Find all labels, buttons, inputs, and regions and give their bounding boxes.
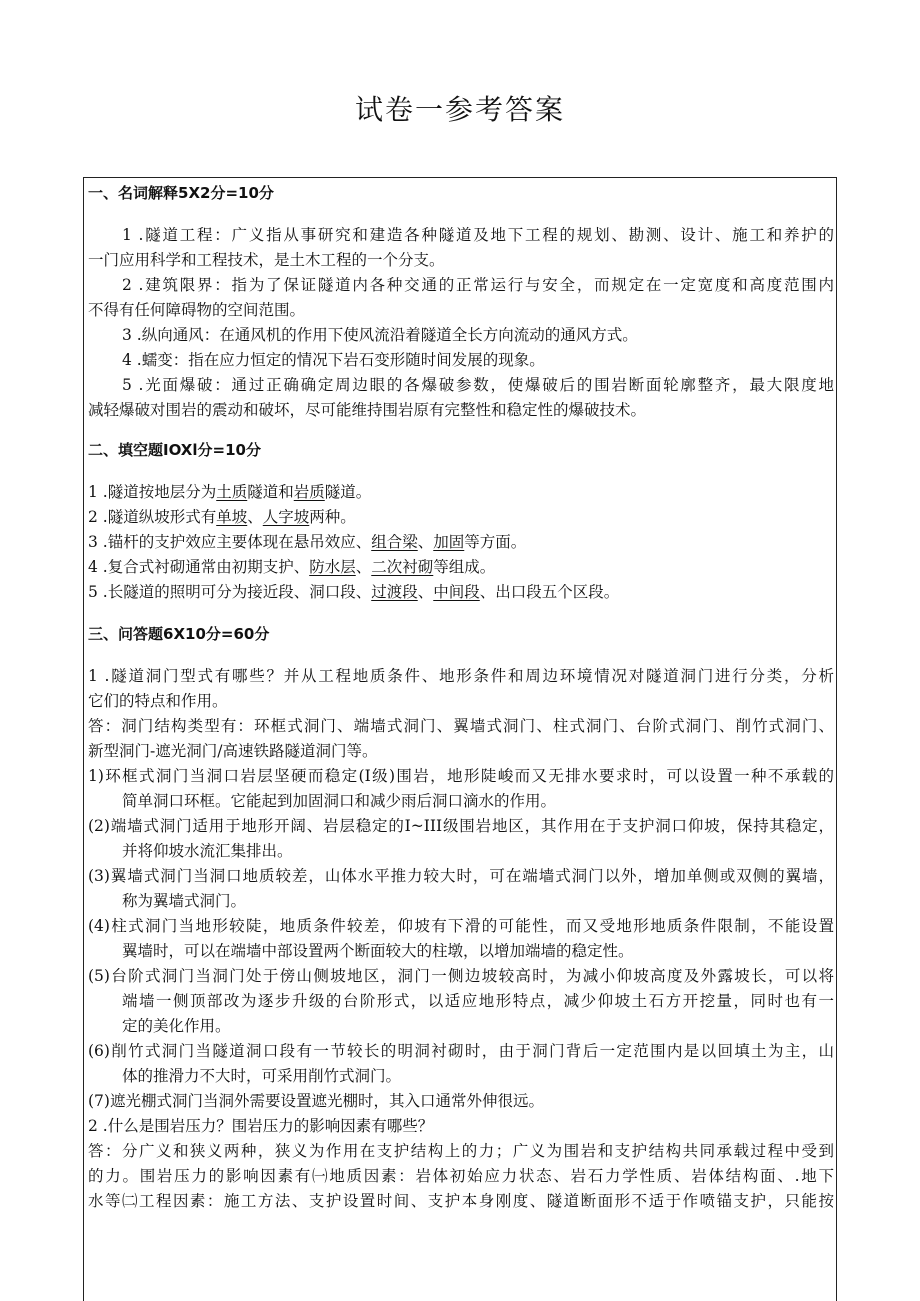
s3-line-1: 1 .隧道洞门型式有哪些？并从工程地质条件、地形条件和周边环境情况对隧道洞门进行分类，分析 [88,667,835,685]
s3-line-16: (6)削竹式洞门当隧道洞口段有一节较长的明洞衬砌时，由于洞门背后一定范围内是以回填土为主，山 [88,1042,834,1060]
s1-line-5: 3 .纵向通风：在通风机的作用下使风流沿着隧道全长方向流动的通风方式。 [122,326,638,344]
section1-heading: 一、名词解释5X2分=10分 [88,184,274,202]
answer-blank: 组合梁 [371,533,418,551]
s3-line-5: 1)环框式洞门当洞口岩层坚硬而稳定(I级)围岩，地形陡峻而又无排水要求时，可以设置一种不承载的 [88,767,834,785]
answer-blank: 加固 [433,533,465,551]
s3-line-6: 简单洞口环框。它能起到加固洞口和减少雨后洞口滴水的作用。 [122,792,557,810]
s3-line-15: 定的美化作用。 [122,1017,231,1035]
answer-blank: 中间段 [433,583,480,601]
s3-line-22: 水等㈡工程因素：施工方法、支护设置时间、支护本身刚度、隧道断面形不适于作喷锚支护，只能按 [88,1192,834,1210]
answer-blank: 单坡 [216,508,248,526]
fill-item-3: 3 .锚杆的支护效应主要体现在悬吊效应、组合梁、加固等方面。 [88,533,527,551]
s3-line-12: 翼墙时，可以在端墙中部设置两个断面较大的柱墩，以增加端墙的稳定性。 [122,942,634,960]
s3-line-19: 2 .什么是围岩压力？围岩压力的影响因素有哪些？ [88,1117,434,1135]
s3-line-4: 新型洞门-遮光洞门/高速铁路隧道洞门等。 [88,742,378,760]
section3-heading: 三、问答题6X10分=60分 [88,625,270,643]
s3-line-3: 答：洞门结构类型有：环框式洞门、端墙式洞门、翼墙式洞门、柱式洞门、台阶式洞门、削竹式洞门、 [88,717,834,735]
s3-line-20: 答：分广义和狭义两种，狭义为作用在支护结构上的力；广义为围岩和支护结构共同承载过程中受到 [88,1142,834,1160]
s3-line-7: (2)端墙式洞门适用于地形开阔、岩层稳定的I~III级围岩地区，其作用在于支护洞口仰坡，保持其稳定， [88,817,834,835]
fill-item-2: 2 .隧道纵坡形式有单坡、人字坡两种。 [88,508,356,526]
s3-line-21: 的力。围岩压力的影响因素有㈠地质因素：岩体初始应力状态、岩石力学性质、岩体结构面、.地下 [88,1167,834,1185]
s1-line-6: 4 .蠕变：指在应力恒定的情况下岩石变形随时间发展的现象。 [122,351,545,369]
s1-line-1: 1 .隧道工程：广义指从事研究和建造各种隧道及地下工程的规划、勘测、设计、施工和养护的 [122,226,834,244]
s3-line-17: 体的推滑力不大时，可采用削竹式洞门。 [122,1067,402,1085]
page-title: 试卷一参考答案 [354,93,565,126]
s3-line-10: 称为翼墙式洞门。 [122,892,247,910]
s1-line-3: 2 .建筑限界：指为了保证隧道内各种交通的正常运行与安全，而规定在一定宽度和高度范围内 [122,276,834,294]
answer-blank: 二次衬砌 [371,558,434,576]
answer-blank: 土质 [216,483,248,501]
s3-line-8: 并将仰坡水流汇集排出。 [122,842,293,860]
s3-line-9: (3)翼墙式洞门当洞口地质较差，山体水平推力较大时，可在端墙式洞门以外，增加单侧或双侧的翼墙， [88,867,834,885]
s3-line-18: (7)遮光棚式洞门当洞外需要设置遮光棚时，其入口通常外伸很远。 [88,1092,544,1110]
answer-blank: 人字坡 [262,508,310,526]
fill-item-4: 4 .复合式衬砌通常由初期支护、防水层、二次衬砌等组成。 [88,558,496,576]
s1-line-2: 一门应用科学和工程技术，是土木工程的一个分支。 [88,251,445,269]
s3-line-14: 端墙一侧顶部改为逐步升级的台阶形式，以适应地形特点，减少仰坡土石方开挖量，同时也有一 [122,992,834,1010]
s1-line-8: 减轻爆破对围岩的震动和破坏，尽可能维持围岩原有完整性和稳定性的爆破技术。 [88,401,647,419]
s3-line-11: (4)柱式洞门当地形较陡，地质条件较差，仰坡有下滑的可能性，而又受地形地质条件限制，不能设置 [88,917,834,935]
s3-line-2: 它们的特点和作用。 [88,692,228,710]
answer-blank: 岩质 [293,483,325,501]
section2-heading: 二、填空题IOXl分=10分 [88,441,261,459]
s1-line-4: 不得有任何障碍物的空间范围。 [88,301,306,319]
fill-item-1: 1 .隧道按地层分为土质隧道和岩质隧道。 [88,483,372,501]
answer-blank: 防水层 [309,558,356,576]
s1-line-7: 5 .光面爆破：通过正确确定周边眼的各爆破参数，使爆破后的围岩断面轮廓整齐，最大限度地 [122,376,834,394]
s3-line-13: (5)台阶式洞门当洞门处于傍山侧坡地区，洞门一侧边坡较高时，为减小仰坡高度及外露坡长，可以将 [88,967,834,985]
answer-blank: 过渡段 [371,583,418,601]
fill-item-5: 5 .长隧道的照明可分为接近段、洞口段、过渡段、中间段、出口段五个区段。 [88,583,620,601]
